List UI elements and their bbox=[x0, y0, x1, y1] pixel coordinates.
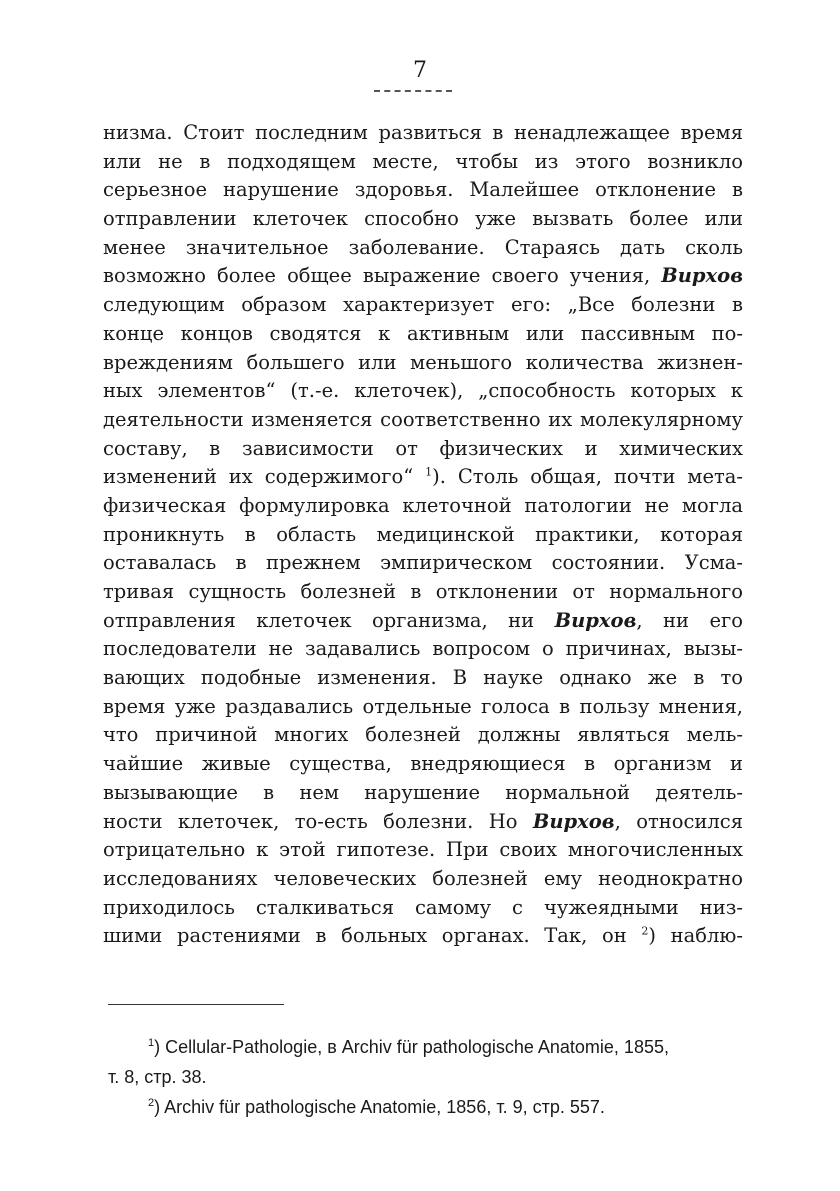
text-line bbox=[103, 119, 743, 148]
text-run: вающих подобные изменения. В науке однако же в то bbox=[103, 666, 743, 690]
text-line bbox=[103, 808, 743, 837]
footnote-ref-1[interactable]: 1 bbox=[425, 465, 433, 479]
text-run: чайшие живые существа, внедряющиеся в организм и bbox=[103, 752, 743, 776]
text-run: ных элементов“ (т.-е. клеточек), „способность которых к bbox=[103, 379, 743, 403]
text-line bbox=[103, 320, 743, 349]
text-line bbox=[103, 463, 743, 492]
text-line bbox=[103, 721, 743, 750]
footnote-marker: 1 bbox=[148, 1037, 155, 1049]
text-line bbox=[103, 205, 743, 234]
text-line bbox=[103, 406, 743, 435]
text-run: проникнуть в область медицинской практики, которая bbox=[103, 522, 743, 546]
footnote-1-continuation bbox=[108, 1062, 748, 1092]
text-line bbox=[103, 865, 743, 894]
text-run: шими растениями в больных органах. Так, он bbox=[103, 924, 642, 948]
page-number: 7 bbox=[413, 58, 427, 83]
text-run: вреждениям большего или меньшого количества жизнен- bbox=[103, 350, 743, 374]
text-run: тривая сущность болезней в отклонении от нормального bbox=[103, 580, 743, 603]
text-run: отправления клеточек организма, ни bbox=[103, 608, 555, 632]
main-text bbox=[103, 119, 743, 951]
footnote-separator bbox=[108, 1004, 284, 1005]
text-line bbox=[103, 234, 743, 263]
text-line bbox=[103, 693, 743, 722]
footnote-text: ) Cellular-Pathologie, в Archiv für pathologische Anatomie, 1855, bbox=[154, 1037, 669, 1057]
header-rule bbox=[374, 90, 452, 92]
text-run: низма. Стоит последним развиться в ненадлежащее время bbox=[103, 121, 743, 144]
text-run: , относился bbox=[614, 809, 743, 833]
text-run: оставалась в прежнем эмпирическом состоянии. Усма- bbox=[103, 551, 743, 575]
text-line bbox=[103, 607, 743, 636]
text-run: отправлении клеточек способно уже вызвать более или bbox=[103, 207, 743, 231]
text-run: составу, в зависимости от физических и химических bbox=[103, 436, 743, 460]
text-run: конце концов сводятся к активным или пассивным по- bbox=[103, 321, 743, 345]
text-line bbox=[103, 377, 743, 406]
text-line bbox=[103, 148, 743, 177]
text-run: исследованиях человеческих болезней ему неоднократно bbox=[103, 866, 743, 890]
text-run: приходилось сталкиваться самому с чужеядными низ- bbox=[103, 895, 743, 919]
text-run: серьезное нарушение здоровья. Малейшее отклонение в bbox=[103, 178, 743, 202]
text-run: ) наблю- bbox=[648, 924, 743, 948]
text-line bbox=[103, 836, 743, 865]
text-line bbox=[103, 750, 743, 779]
text-run: следующим образом характеризует его: „Все болезни в bbox=[103, 293, 743, 317]
text-line bbox=[103, 521, 743, 550]
text-run: что причиной многих болезней должны являться мель- bbox=[103, 723, 743, 747]
text-run: ности клеточек, то-есть болезни. Но bbox=[103, 809, 533, 833]
text-run: физическая формулировка клеточной патологии не могла bbox=[103, 493, 743, 517]
text-run: вызывающие в нем нарушение нормальной деятель- bbox=[103, 780, 743, 804]
footnote-2 bbox=[108, 1092, 748, 1122]
text-line bbox=[103, 664, 743, 693]
text-run: отрицательно к этой гипотезе. При своих многочисленных bbox=[103, 838, 743, 862]
footnote-1 bbox=[108, 1032, 748, 1062]
text-run: изменений их содержимого“ bbox=[103, 465, 426, 489]
name-emphasis: Вирхов bbox=[661, 264, 743, 288]
text-line bbox=[103, 176, 743, 205]
text-run: ). Столь общая, почти мета- bbox=[432, 465, 743, 489]
text-line bbox=[103, 549, 743, 578]
footnote-text: т. 8, стр. 38. bbox=[108, 1067, 207, 1087]
text-line bbox=[103, 291, 743, 320]
footnote-marker: 2 bbox=[148, 1097, 155, 1109]
text-line bbox=[103, 349, 743, 378]
text-run: время уже раздавались отдельные голоса в пользу мнения, bbox=[103, 694, 743, 718]
footnotes bbox=[108, 1032, 748, 1122]
text-run: или не в подходящем месте, чтобы из этого возникло bbox=[103, 149, 743, 173]
text-run: деятельности изменяется соответственно их молекулярному bbox=[103, 407, 743, 431]
text-line bbox=[103, 492, 743, 521]
text-run: менее значительное заболевание. Стараясь дать сколь bbox=[103, 235, 743, 259]
text-run: возможно более общее выражение своего учения, bbox=[103, 264, 662, 288]
text-line bbox=[103, 635, 743, 664]
text-line bbox=[103, 435, 743, 464]
text-run: последователи не задавались вопросом о причинах, вызы- bbox=[103, 637, 743, 661]
text-line bbox=[103, 578, 743, 607]
name-emphasis: Вирхов bbox=[554, 608, 637, 632]
text-run: , ни его bbox=[636, 608, 743, 632]
text-line bbox=[103, 262, 743, 291]
text-line bbox=[103, 894, 743, 923]
footnote-text: ) Archiv für pathologische Anatomie, 1856, т. 9, стр. 557. bbox=[154, 1097, 605, 1117]
footnote-ref-2[interactable]: 2 bbox=[641, 924, 649, 938]
text-line bbox=[103, 779, 743, 808]
name-emphasis: Вирхов bbox=[532, 809, 615, 833]
text-line bbox=[103, 922, 743, 951]
